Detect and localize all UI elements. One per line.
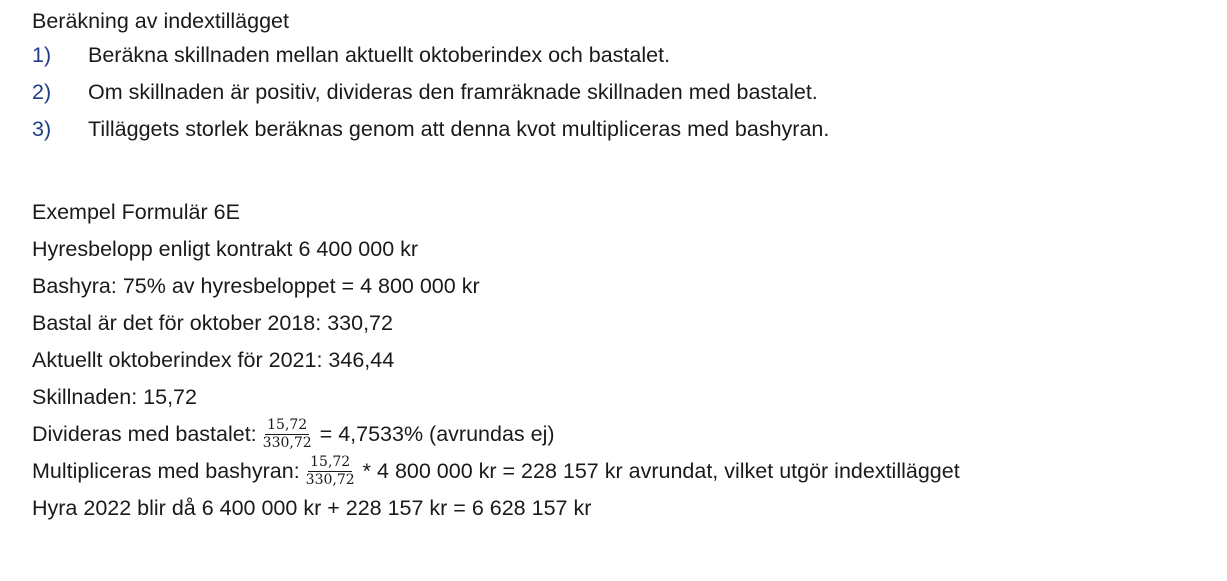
fraction-denominator: 330,72 <box>305 471 355 488</box>
step-number: 2) <box>32 80 52 104</box>
step-text: Om skillnaden är positiv, divideras den framräknade skillnaden med bastalet. <box>88 80 818 104</box>
step-item-2 <box>32 74 1222 111</box>
document <box>32 0 1222 527</box>
steps-list <box>32 37 1222 148</box>
example-rent: Hyresbelopp enligt kontrakt 6 400 000 kr <box>32 237 419 261</box>
example-rent-2022: Hyra 2022 blir då 6 400 000 kr + 228 157 kr = 6 628 157 kr <box>32 496 592 520</box>
multiply-fraction <box>304 455 357 488</box>
example-multiply-line <box>32 453 1222 490</box>
multiply-result: * 4 800 000 kr = 228 157 kr avrundat, vilket utgör indextillägget <box>362 459 960 483</box>
example-base-rent: Bashyra: 75% av hyresbeloppet = 4 800 000 kr <box>32 274 480 298</box>
multiply-prefix: Multipliceras med bashyran: <box>32 459 300 483</box>
example-difference: Skillnaden: 15,72 <box>32 385 197 409</box>
step-text: Beräkna skillnaden mellan aktuellt oktoberindex och bastalet. <box>88 43 671 67</box>
step-number: 1) <box>32 43 52 67</box>
example-current-index: Aktuellt oktoberindex för 2021: 346,44 <box>32 348 395 372</box>
example-title: Exempel Formulär 6E <box>32 200 240 224</box>
fraction-numerator: 15,72 <box>310 453 351 470</box>
divide-prefix: Divideras med bastalet: <box>32 422 257 446</box>
section-heading: Beräkning av indextillägget <box>32 9 289 33</box>
fraction-denominator: 330,72 <box>262 434 312 451</box>
divide-result: = 4,7533% (avrundas ej) <box>319 422 555 446</box>
step-item-3 <box>32 111 1222 148</box>
paragraph-spacer <box>32 148 1222 194</box>
example-block <box>32 194 1222 527</box>
step-text: Tilläggets storlek beräknas genom att denna kvot multipliceras med bashyran. <box>88 117 830 141</box>
example-base-index: Bastal är det för oktober 2018: 330,72 <box>32 311 393 335</box>
step-item-1 <box>32 37 1222 74</box>
divide-fraction <box>261 418 314 451</box>
example-divide-line <box>32 416 1222 453</box>
fraction-numerator: 15,72 <box>267 416 308 433</box>
step-number: 3) <box>32 117 52 141</box>
